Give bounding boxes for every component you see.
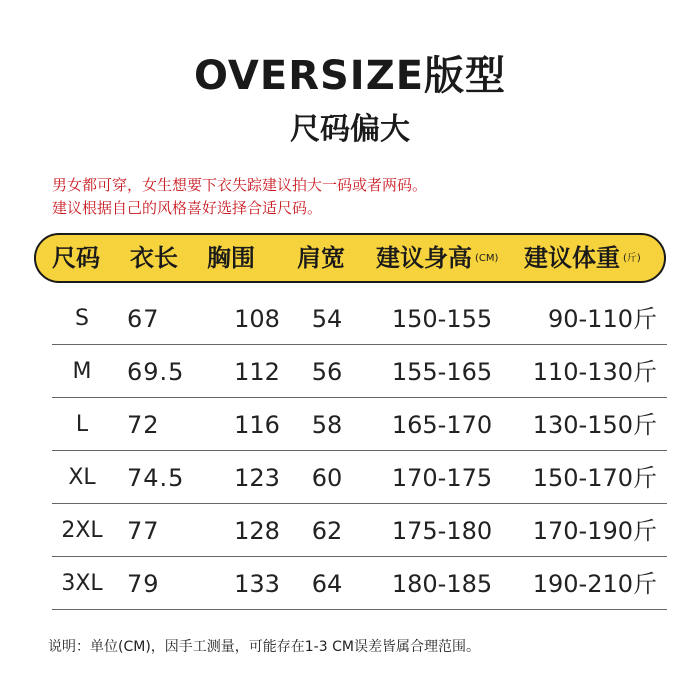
weight-cell: 190-210斤 bbox=[532, 570, 657, 598]
table-row bbox=[52, 505, 667, 557]
header-weight bbox=[524, 235, 641, 281]
length-cell: 77 bbox=[127, 517, 160, 545]
size-advice-note: 男女都可穿，女生想要下衣失踪建议拍大一码或者两码。 bbox=[52, 176, 428, 194]
size-cell: 3XL bbox=[61, 571, 103, 596]
length-cell: 69.5 bbox=[127, 358, 185, 386]
page-subtitle: 尺码偏大 bbox=[290, 112, 410, 147]
height-cell: 175-180 bbox=[391, 517, 493, 545]
measurement-footnote: 说明：单位(CM)，因手工测量，可能存在1-3 CM误差皆属合理范围。 bbox=[48, 639, 480, 655]
height-cell: 170-175 bbox=[391, 464, 493, 492]
page-title: OVERSIZE版型 bbox=[193, 53, 507, 99]
row-divider bbox=[52, 609, 667, 610]
header-weight-unit: (斤) bbox=[623, 253, 641, 264]
header-height-unit: (CM) bbox=[475, 253, 499, 264]
size-cell: L bbox=[75, 412, 89, 437]
height-cell: 150-155 bbox=[391, 305, 493, 333]
table-row bbox=[52, 346, 667, 398]
length-cell: 79 bbox=[127, 570, 160, 598]
shoulder-cell: 54 bbox=[311, 305, 343, 333]
header-height-label: 建议身高 bbox=[376, 244, 472, 272]
shoulder-cell: 60 bbox=[311, 464, 343, 492]
length-cell: 74.5 bbox=[127, 464, 185, 492]
shoulder-cell: 58 bbox=[311, 411, 343, 439]
chest-cell: 116 bbox=[234, 411, 280, 439]
size-cell: XL bbox=[68, 465, 96, 490]
chest-cell: 112 bbox=[234, 358, 280, 386]
weight-cell: 90-110斤 bbox=[547, 305, 657, 333]
table-row bbox=[52, 452, 667, 504]
chest-cell: 108 bbox=[234, 305, 280, 333]
shoulder-cell: 56 bbox=[311, 358, 343, 386]
height-cell: 165-170 bbox=[391, 411, 493, 439]
weight-cell: 170-190斤 bbox=[532, 517, 657, 545]
header-height bbox=[376, 235, 498, 281]
header-size: 尺码 bbox=[52, 244, 100, 272]
chest-cell: 123 bbox=[234, 464, 280, 492]
shoulder-cell: 62 bbox=[311, 517, 343, 545]
height-cell: 180-185 bbox=[391, 570, 493, 598]
table-header bbox=[34, 233, 666, 283]
size-advice-note: 建议根据自己的风格喜好选择合适尺码。 bbox=[52, 199, 323, 217]
shoulder-cell: 64 bbox=[311, 570, 343, 598]
weight-cell: 110-130斤 bbox=[532, 358, 657, 386]
header-weight-label: 建议体重 bbox=[524, 244, 620, 272]
chest-cell: 133 bbox=[234, 570, 280, 598]
weight-cell: 150-170斤 bbox=[532, 464, 657, 492]
row-divider bbox=[52, 556, 667, 557]
header-shoulder: 肩宽 bbox=[297, 244, 345, 272]
row-divider bbox=[52, 397, 667, 398]
length-cell: 67 bbox=[127, 305, 160, 333]
size-cell: S bbox=[75, 306, 89, 331]
header-length: 衣长 bbox=[130, 244, 178, 272]
header-chest: 胸围 bbox=[207, 244, 255, 272]
row-divider bbox=[52, 344, 667, 345]
table-row bbox=[52, 399, 667, 451]
size-cell: 2XL bbox=[61, 518, 103, 543]
height-cell: 155-165 bbox=[391, 358, 493, 386]
chest-cell: 128 bbox=[234, 517, 280, 545]
table-row bbox=[52, 293, 667, 345]
row-divider bbox=[52, 450, 667, 451]
row-divider bbox=[52, 503, 667, 504]
size-cell: M bbox=[72, 359, 92, 384]
length-cell: 72 bbox=[127, 411, 160, 439]
weight-cell: 130-150斤 bbox=[532, 411, 657, 439]
table-row bbox=[52, 558, 667, 610]
